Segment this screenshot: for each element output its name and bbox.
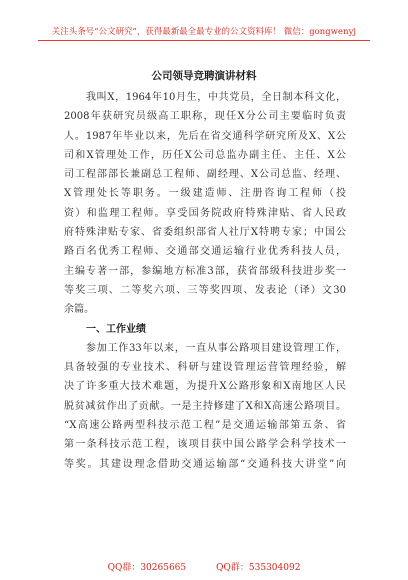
paragraph-line: 2008年获研究员级高工职称，现任X分公司主要临时负责 xyxy=(64,111,346,123)
section-heading: 一、工作业绩 xyxy=(86,323,146,335)
paragraph-line: 脱贫减贫作出了贡献。一是主持修建了X和X高速公路项目。 xyxy=(64,400,346,412)
paragraph-line: 等奖。其建设理念借助交通运输部“交通科技大讲堂”向 xyxy=(64,458,346,470)
paragraph-line: 主编专著一部，参编地方标准3部，获省部级科技进步奖一 xyxy=(64,265,346,277)
paragraph-line: 路百名优秀工程师、交通部交通运输行业优秀科技人员， xyxy=(64,246,346,258)
document-title: 公司领导竞聘演讲材料 xyxy=(151,70,257,82)
paragraph-line: 司和X管理处工作，历任X公司总监办副主任、主任、X公 xyxy=(64,149,346,161)
paragraph-line: 府特殊津贴专家、省委组织部省人社厅X特聘专家；中国公 xyxy=(64,227,346,239)
paragraph-line: 具备较强的专业技术、科研与建设管理运营管理经验，解 xyxy=(64,362,346,374)
paragraph-line: 资）和监理工程师。享受国务院政府特殊津贴、省人民政 xyxy=(64,207,346,219)
paragraph-line: 我叫X，1964年10月生，中共党员，全日制本科文化， xyxy=(86,92,346,103)
paragraph-line: 司工程部部长兼副总工程师、副经理、X公司总监、经理、 xyxy=(64,169,346,181)
paragraph-line: 人。1987年毕业以来，先后在省交通科学研究所及X、X公 xyxy=(64,130,346,142)
header-banner xyxy=(0,0,408,46)
section-paragraph xyxy=(64,339,346,474)
paragraph-line: 等奖三项、二等奖六项、三等奖四项、发表论（译）文30 xyxy=(64,284,346,296)
footer-qq-group-1: QQ群：30265665 xyxy=(107,563,187,573)
header-banner-text: 关注头条号“公文研究”，获得最新最全最专业的公文资料库！ 微信：gongwenyj xyxy=(51,26,357,36)
paragraph-line: 第一条科技示范工程，该项目获中国公路学会科学技术一 xyxy=(64,439,346,451)
paragraph-line: 决了许多重大技术难题，为提升X公路形象和X南地区人民 xyxy=(64,381,346,393)
paragraph-line: “X高速公路两型科技示范工程”是交通运输部第五条、省 xyxy=(64,420,346,432)
footer-qq-group-2: QQ群：535304092 xyxy=(216,563,301,573)
header-divider xyxy=(38,40,370,41)
document-body xyxy=(64,88,346,474)
intro-paragraph xyxy=(64,88,346,320)
paragraph-line: X管理处长等职务。一级建造师、注册咨询工程师（投 xyxy=(64,188,346,200)
footer-contact xyxy=(0,560,408,573)
paragraph-line: 参加工作33年以来，一直从事公路项目建设管理工作， xyxy=(86,342,346,354)
paragraph-line: 余篇。 xyxy=(64,304,94,316)
